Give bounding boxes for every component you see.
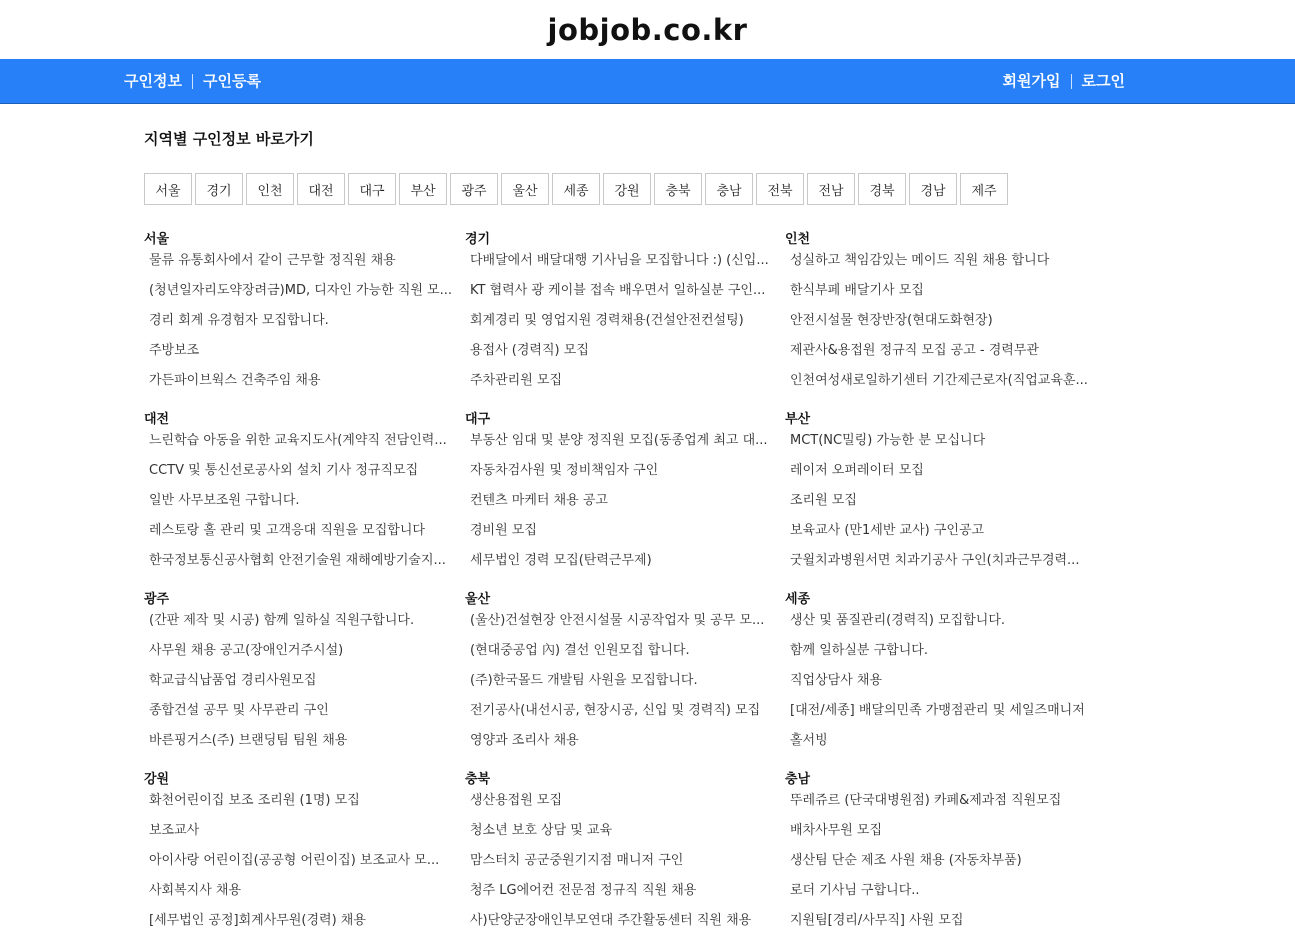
- region-heading[interactable]: 강원: [144, 772, 170, 787]
- job-posting-link[interactable]: (주)한국몰드 개발팀 사원을 모집합니다.: [470, 673, 698, 688]
- region-button[interactable]: 충남: [705, 173, 753, 205]
- job-list-item: [465, 519, 783, 549]
- job-list: [465, 789, 783, 939]
- job-posting-link[interactable]: 맘스터치 공군중원기지점 매니저 구인: [470, 853, 684, 868]
- job-posting-link[interactable]: KT 협력사 광 케이블 접속 배우면서 일하실분 구인...: [470, 283, 766, 298]
- job-list-item: [785, 819, 1103, 849]
- region-block: [465, 591, 783, 759]
- job-posting-link[interactable]: 조리원 모집: [790, 493, 857, 508]
- job-posting-link[interactable]: 레스토랑 홀 관리 및 고객응대 직원을 모집합니다: [149, 523, 425, 538]
- job-posting-link[interactable]: 청주 LG에어컨 전문점 정규직 직원 채용: [470, 883, 697, 898]
- job-posting-link[interactable]: 인천여성새로일하기센터 기간제근로자(직업교육훈...: [790, 373, 1088, 388]
- job-posting-link[interactable]: (청년일자리도약장려금)MD, 디자인 가능한 직원 모...: [149, 283, 453, 298]
- region-block: [144, 771, 462, 939]
- job-posting-link[interactable]: 화천어린이집 보조 조리원 (1명) 모집: [149, 793, 360, 808]
- job-posting-link[interactable]: 학교급식납품업 경리사원모집: [149, 673, 317, 688]
- region-button[interactable]: 대전: [297, 173, 345, 205]
- job-list-item: [144, 909, 462, 939]
- job-list: [144, 249, 462, 399]
- region-heading[interactable]: 부산: [785, 412, 811, 427]
- job-list-item: [144, 339, 462, 369]
- job-posting-link[interactable]: 종합건설 공무 및 사무관리 구인: [149, 703, 329, 718]
- main-navbar: [0, 59, 1295, 104]
- job-list: [785, 429, 1103, 579]
- job-posting-link[interactable]: 생산용접원 모집: [470, 793, 563, 808]
- job-list-item: [785, 849, 1103, 879]
- job-posting-link[interactable]: 물류 유통회사에서 같이 근무할 정직원 채용: [149, 253, 396, 268]
- region-heading[interactable]: 대전: [144, 412, 170, 427]
- region-heading[interactable]: 세종: [785, 592, 811, 607]
- region-block: [465, 231, 783, 399]
- job-list-item: [465, 549, 783, 579]
- nav-login-link[interactable]: 로그인: [1081, 72, 1125, 90]
- job-list: [465, 429, 783, 579]
- job-posting-link[interactable]: 자동차검사원 및 정비책임자 구인: [470, 463, 659, 478]
- job-list-item: [465, 369, 783, 399]
- region-button[interactable]: 전북: [756, 173, 804, 205]
- job-posting-link[interactable]: 경비원 모집: [470, 523, 537, 538]
- region-heading[interactable]: 충북: [465, 772, 491, 787]
- job-list-item: [465, 279, 783, 309]
- job-list-item: [144, 549, 462, 579]
- job-posting-link[interactable]: (간판 제작 및 시공) 함께 일하실 직원구합니다.: [149, 613, 415, 628]
- job-posting-link[interactable]: 지원팀[경리/사무직] 사원 모집: [790, 913, 964, 928]
- job-list-item: [465, 909, 783, 939]
- job-list-item: [465, 729, 783, 759]
- region-button[interactable]: 서울: [144, 173, 192, 205]
- job-posting-link[interactable]: 다배달에서 배달대행 기사님을 모집합니다 :) (신입...: [470, 253, 769, 268]
- region-button[interactable]: 세종: [552, 173, 600, 205]
- region-button[interactable]: 울산: [501, 173, 549, 205]
- region-button[interactable]: 제주: [960, 173, 1008, 205]
- job-list-item: [144, 609, 462, 639]
- region-button[interactable]: 부산: [399, 173, 447, 205]
- job-posting-link[interactable]: 생산 및 품질관리(경력직) 모집합니다.: [790, 613, 1006, 628]
- job-list-item: [785, 489, 1103, 519]
- job-posting-link[interactable]: 회계경리 및 영업지원 경력채용(건설안전컨설팅): [470, 313, 744, 328]
- job-posting-link[interactable]: 생산팀 단순 제조 사원 채용 (자동차부품): [790, 853, 1022, 868]
- job-list-item: [465, 699, 783, 729]
- job-list-item: [465, 639, 783, 669]
- job-list-item: [785, 429, 1103, 459]
- job-posting-link[interactable]: 뚜레쥬르 (단국대병원점) 카페&제과점 직원모집: [790, 793, 1062, 808]
- region-block: [144, 591, 462, 759]
- job-posting-link[interactable]: [세무법인 공정]회계사무원(경력) 채용: [149, 913, 366, 928]
- region-heading[interactable]: 충남: [785, 772, 811, 787]
- job-list-item: [785, 459, 1103, 489]
- region-heading[interactable]: 광주: [144, 592, 170, 607]
- region-button[interactable]: 전남: [807, 173, 855, 205]
- job-posting-link[interactable]: 제관사&용접원 정규직 모집 공고 - 경력무관: [790, 343, 1039, 358]
- job-posting-link[interactable]: 주차관리원 모집: [470, 373, 563, 388]
- job-posting-link[interactable]: 성실하고 책임감있는 메이드 직원 채용 합니다: [790, 253, 1050, 268]
- job-list-item: [144, 639, 462, 669]
- region-block: [144, 411, 462, 579]
- region-block: [465, 411, 783, 579]
- job-posting-link[interactable]: 컨텐츠 마케터 채용 공고: [470, 493, 608, 508]
- job-posting-link[interactable]: [대전/세종] 배달의민족 가맹점관리 및 세일즈매니저: [790, 703, 1085, 718]
- job-list-item: [465, 309, 783, 339]
- job-list-item: [785, 549, 1103, 579]
- job-list: [144, 429, 462, 579]
- job-list-item: [465, 879, 783, 909]
- job-list-item: [144, 669, 462, 699]
- job-posting-link[interactable]: 배차사무원 모집: [790, 823, 883, 838]
- job-list-item: [465, 489, 783, 519]
- job-list-item: [785, 789, 1103, 819]
- nav-right-group: [1003, 73, 1125, 89]
- region-heading[interactable]: 울산: [465, 592, 491, 607]
- job-posting-link[interactable]: CCTV 및 통신선로공사외 설치 기사 정규직모집: [149, 463, 419, 478]
- job-list-item: [144, 699, 462, 729]
- job-posting-link[interactable]: 전기공사(내선시공, 현장시공, 신입 및 경력직) 모집: [470, 703, 761, 718]
- job-posting-link[interactable]: 영양과 조리사 채용: [470, 733, 579, 748]
- job-list-item: [785, 519, 1103, 549]
- job-posting-link[interactable]: 직업상담사 채용: [790, 673, 883, 688]
- region-heading[interactable]: 경기: [465, 232, 491, 247]
- job-list-item: [465, 849, 783, 879]
- region-button[interactable]: 충북: [654, 173, 702, 205]
- job-posting-link[interactable]: 가든파이브웍스 건축주임 채용: [149, 373, 321, 388]
- job-list-item: [144, 429, 462, 459]
- job-list: [465, 249, 783, 399]
- job-posting-link[interactable]: 함께 일하실분 구합니다.: [790, 643, 928, 658]
- job-posting-link[interactable]: (울산)건설현장 안전시설물 시공작업자 및 공무 모...: [470, 613, 765, 628]
- job-list-item: [144, 849, 462, 879]
- job-list-item: [465, 609, 783, 639]
- job-list-item: [144, 879, 462, 909]
- job-posting-link[interactable]: 일반 사무보조원 구합니다.: [149, 493, 300, 508]
- job-list-item: [785, 309, 1103, 339]
- job-list-item: [785, 339, 1103, 369]
- job-posting-link[interactable]: 사회복지사 채용: [149, 883, 242, 898]
- job-list-item: [785, 699, 1103, 729]
- site-header: [0, 0, 1295, 59]
- job-posting-link[interactable]: MCT(NC밀링) 가능한 분 모십니다: [790, 433, 986, 448]
- job-list-item: [785, 909, 1103, 939]
- job-posting-link[interactable]: 청소년 보호 상담 및 교육: [470, 823, 613, 838]
- region-heading[interactable]: 인천: [785, 232, 811, 247]
- job-list-item: [144, 279, 462, 309]
- job-posting-link[interactable]: 주방보조: [149, 343, 200, 358]
- region-heading[interactable]: 서울: [144, 232, 170, 247]
- region-block: [785, 591, 1103, 759]
- job-list-item: [144, 789, 462, 819]
- region-block: [785, 411, 1103, 579]
- region-button[interactable]: 경북: [858, 173, 906, 205]
- job-list: [144, 609, 462, 759]
- job-list-item: [144, 249, 462, 279]
- job-posting-link[interactable]: 용접사 (경력직) 모집: [470, 343, 589, 358]
- job-list-item: [144, 459, 462, 489]
- nav-signup-link[interactable]: 회원가입: [1002, 72, 1061, 90]
- site-logo[interactable]: jobjob.co.kr: [547, 12, 748, 47]
- region-button-row: [144, 173, 1011, 205]
- region-button[interactable]: 인천: [246, 173, 294, 205]
- job-list-item: [785, 609, 1103, 639]
- job-list-item: [144, 519, 462, 549]
- job-posting-link[interactable]: 세무법인 경력 모집(탄력근무제): [470, 553, 652, 568]
- job-posting-link[interactable]: 바른핑거스(주) 브랜딩팀 팀원 채용: [149, 733, 348, 748]
- region-button[interactable]: 대구: [348, 173, 396, 205]
- region-block: [144, 231, 462, 399]
- job-posting-link[interactable]: 사)단양군장애인부모연대 주간활동센터 직원 채용: [470, 913, 752, 928]
- job-list-item: [465, 789, 783, 819]
- job-list-item: [785, 369, 1103, 399]
- job-posting-link[interactable]: 한식부페 배달기사 모집: [790, 283, 924, 298]
- job-list-item: [144, 309, 462, 339]
- job-list-item: [465, 459, 783, 489]
- region-button[interactable]: 경남: [909, 173, 957, 205]
- job-list: [785, 789, 1103, 939]
- job-list-item: [785, 669, 1103, 699]
- nav-job-post-link[interactable]: 구인등록: [202, 72, 261, 90]
- job-list-item: [144, 729, 462, 759]
- navbar-inner: [124, 59, 1125, 103]
- region-heading[interactable]: 대구: [465, 412, 491, 427]
- job-list-item: [465, 339, 783, 369]
- region-block: [785, 231, 1103, 399]
- job-list-item: [465, 249, 783, 279]
- job-list-item: [465, 429, 783, 459]
- job-list-item: [785, 249, 1103, 279]
- job-posting-link[interactable]: 홀서빙: [790, 733, 828, 748]
- job-list-item: [144, 489, 462, 519]
- job-posting-link[interactable]: 보육교사 (만1세반 교사) 구인공고: [790, 523, 985, 538]
- job-posting-link[interactable]: 사무원 채용 공고(장애인거주시설): [149, 643, 344, 658]
- job-list-item: [144, 819, 462, 849]
- job-posting-link[interactable]: 안전시설물 현장반장(현대도화현장): [790, 313, 993, 328]
- job-list-item: [465, 819, 783, 849]
- region-button[interactable]: 광주: [450, 173, 498, 205]
- job-list: [785, 249, 1103, 399]
- job-list-item: [785, 729, 1103, 759]
- job-list: [144, 789, 462, 939]
- job-posting-link[interactable]: 부동산 임대 및 분양 정직원 모집(동종업계 최고 대...: [470, 433, 768, 448]
- job-posting-link[interactable]: 레이저 오퍼레이터 모집: [790, 463, 924, 478]
- job-posting-link[interactable]: 굿윌치과병원서면 치과기공사 구인(치과근무경력...: [790, 553, 1080, 568]
- job-posting-link[interactable]: 로더 기사님 구합니다..: [790, 883, 920, 898]
- job-posting-link[interactable]: 느린학습 아동을 위한 교육지도사(계약직 전담인력...: [149, 433, 447, 448]
- nav-job-listings-link[interactable]: 구인정보: [124, 72, 182, 90]
- nav-left-group: [124, 73, 261, 89]
- job-posting-link[interactable]: 보조교사: [149, 823, 200, 838]
- region-button[interactable]: 강원: [603, 173, 651, 205]
- job-list-item: [785, 279, 1103, 309]
- job-list: [465, 609, 783, 759]
- region-block: [465, 771, 783, 939]
- job-posting-link[interactable]: 한국정보통신공사협회 안전기술원 재해예방기술지...: [149, 553, 446, 568]
- job-posting-link[interactable]: (현대중공업 內) 결선 인원모집 합니다.: [470, 643, 690, 658]
- region-button[interactable]: 경기: [195, 173, 243, 205]
- job-list-item: [465, 669, 783, 699]
- job-list-item: [785, 639, 1103, 669]
- job-list: [785, 609, 1103, 759]
- job-list-item: [144, 369, 462, 399]
- job-list-item: [785, 879, 1103, 909]
- job-posting-link[interactable]: 경리 회계 유경험자 모집합니다.: [149, 313, 329, 328]
- region-block: [785, 771, 1103, 939]
- job-posting-link[interactable]: 아이사랑 어린이집(공공형 어린이집) 보조교사 모...: [149, 853, 440, 868]
- section-title: 지역별 구인정보 바로가기: [144, 130, 314, 148]
